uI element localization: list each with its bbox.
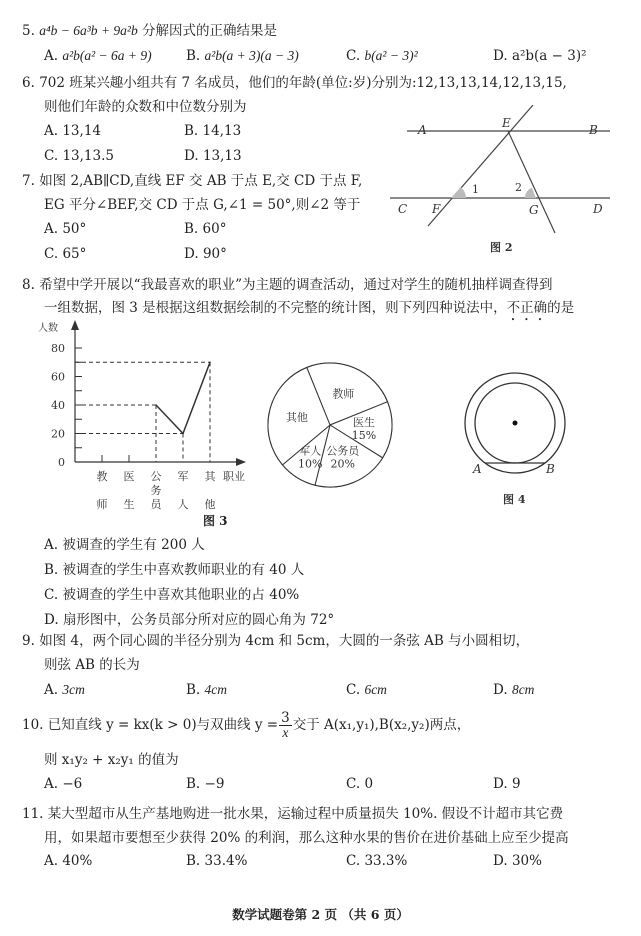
label-e: E	[502, 116, 511, 130]
x-tick-label: 教	[96, 470, 108, 483]
figure-3-pie-chart	[260, 355, 400, 495]
pie-slice-percent: 20%	[330, 457, 356, 471]
angle-1-label: 1	[472, 183, 479, 196]
figure-2-caption: 图 2	[490, 241, 513, 254]
figure-3-caption: 图 3	[203, 514, 228, 528]
figure-2	[380, 105, 641, 260]
q5-stem	[22, 22, 277, 40]
q6-line2: 则他们年龄的众数和中位数分别为	[44, 99, 247, 115]
pie-slice-label: 公务员	[326, 444, 360, 458]
label-f: F	[432, 202, 441, 216]
q11-option-c[interactable]: C. 33.3%	[346, 853, 408, 869]
x-tick-label: 军	[177, 470, 189, 483]
q11-line1: 11. 某大型超市从生产基地购进一批水果，运输过程中质量损失 10%. 假设不计超市其它费	[22, 806, 564, 822]
line-ef	[428, 105, 533, 226]
x-tick-label: 师	[96, 498, 108, 511]
q5-text: 分解因式的正确结果是	[142, 23, 277, 39]
q10-option-a[interactable]: A. −6	[44, 776, 83, 792]
q7-line1: 7. 如图 2,AB∥CD,直线 EF 交 AB 于点 E,交 CD 于点 F,	[22, 173, 363, 189]
pie-slice-label: 医生	[352, 415, 375, 429]
angle-2-label: 2	[515, 181, 522, 194]
x-tick-label: 人	[177, 498, 189, 511]
fraction-3-over-x: $\frac{3}{x}$	[281, 710, 290, 740]
y-tick-label: 20	[51, 427, 65, 441]
q5-option-d[interactable]: D. a²b(a − 3)²	[493, 48, 587, 64]
q8-line1: 8. 希望中学开展以“我最喜欢的职业”为主题的调查活动，通过对学生的随机抽样调查得到	[22, 277, 553, 293]
q5-math: a⁴b − 6a³b + 9a²b	[39, 23, 138, 38]
data-point	[182, 433, 184, 435]
q11-line2: 用，如果超市要想至少获得 20% 的利润，那么这种水果的售价在进价基础上应至少提高	[44, 830, 569, 846]
center-point	[513, 421, 518, 426]
data-point	[209, 361, 211, 363]
q6-option-d[interactable]: D. 13,13	[184, 148, 242, 164]
label-d: D	[593, 202, 603, 216]
pie-slice-percent: 15%	[351, 428, 377, 442]
data-line	[156, 362, 210, 433]
q11-option-a[interactable]: A. 40%	[44, 853, 93, 869]
q8-option-c[interactable]: C. 被调查的学生中喜欢其他职业的占 40%	[44, 587, 300, 603]
q7-option-c[interactable]: C. 65°	[44, 246, 87, 262]
y-axis-arrow-icon	[71, 320, 79, 330]
pie-slice-label: 教师	[332, 387, 355, 401]
data-point	[155, 404, 157, 406]
label-c: C	[398, 202, 408, 216]
q5-option-a[interactable]: A. a²b(a² − 6a + 9)	[44, 48, 152, 64]
q9-line1: 9. 如图 4，两个同心圆的半径分别为 4cm 和 5cm，大圆的一条弦 AB 与小圆相切，	[22, 633, 530, 649]
figure-4	[420, 340, 580, 520]
q10-option-d[interactable]: D. 9	[493, 776, 521, 792]
x-tick-label: 他	[204, 498, 216, 511]
q9-line2: 则弦 AB 的长为	[44, 657, 140, 673]
q8-option-d[interactable]: D. 扇形图中，公务员部分所对应的圆心角为 72°	[44, 612, 335, 628]
q7-option-a[interactable]: A. 50°	[44, 221, 87, 237]
x-tick-label: 公	[150, 470, 162, 483]
q8-option-b[interactable]: B. 被调查的学生中喜欢教师职业的有 40 人	[44, 562, 305, 578]
y-axis-label: 人数	[38, 323, 58, 334]
q5-option-b[interactable]: B. a²b(a + 3)(a − 3)	[186, 48, 299, 64]
x-tick-label: 员	[150, 498, 162, 511]
page-footer: 数学试题卷第 2 页 （共 6 页）	[232, 907, 409, 922]
label-b: B	[546, 462, 555, 476]
q7-line2: EG 平分∠BEF,交 CD 于点 G,∠1 = 50°,则∠2 等于	[44, 197, 361, 213]
x-tick-label: 务	[150, 484, 162, 497]
y-tick-label: 40	[51, 399, 65, 412]
q8-line2: 一组数据，图 3 是根据这组数据绘制的不完整的统计图，则下列四种说法中，不正确的是	[44, 300, 575, 316]
label-g: G	[529, 203, 539, 217]
figure-4-caption: 图 4	[503, 493, 526, 506]
pie-slice-label: 其他	[285, 410, 308, 424]
q10-option-c[interactable]: C. 0	[346, 776, 374, 792]
q9-option-d[interactable]: D. 8cm	[493, 682, 535, 698]
q10-option-b[interactable]: B. −9	[186, 776, 225, 792]
q9-option-a[interactable]: A. 3cm	[44, 682, 85, 698]
q5-option-c[interactable]: C. b(a² − 3)²	[346, 48, 418, 64]
label-a: A	[473, 462, 482, 476]
q6-option-b[interactable]: B. 14,13	[184, 123, 242, 139]
y-tick-label: 80	[51, 342, 65, 355]
q9-option-b[interactable]: B. 4cm	[186, 682, 228, 698]
x-tick-label: 医	[123, 470, 135, 483]
label-b: B	[589, 123, 598, 137]
q8-option-a[interactable]: A. 被调查的学生有 200 人	[44, 537, 205, 553]
x-axis-arrow-icon	[236, 458, 246, 466]
y-tick-label: 0	[58, 456, 65, 469]
q9-option-c[interactable]: C. 6cm	[346, 682, 387, 698]
q6-line1: 6. 702 班某兴趣小组共有 7 名成员，他们的年龄(单位:岁)分别为:12,13,13,14,12,13,15,	[22, 75, 567, 91]
q5-number: 5.	[22, 23, 35, 39]
q6-option-c[interactable]: C. 13,13.5	[44, 148, 114, 164]
x-axis-label: 职业	[223, 470, 245, 483]
q8-emphasis: 不正确	[506, 300, 548, 316]
figure-3-line-chart	[30, 318, 270, 533]
y-tick-label: 60	[51, 370, 65, 384]
label-a: A	[418, 123, 427, 137]
q11-option-b[interactable]: B. 33.4%	[186, 853, 248, 869]
pie-slice-label: 军人	[299, 444, 322, 458]
q10-line1: 10. 已知直线 y = kx(k > 0)与双曲线 y = $\frac{3}{x}$ 交于 A(x₁,y₁),B(x₂,y₂)两点，	[22, 710, 471, 740]
angle-1-mark	[451, 187, 466, 198]
q7-option-b[interactable]: B. 60°	[184, 221, 227, 237]
q7-option-d[interactable]: D. 90°	[184, 246, 227, 262]
q10-line2: 则 x₁y₂ + x₂y₁ 的值为	[44, 752, 179, 768]
pie-slice-percent: 10%	[298, 457, 323, 471]
x-tick-label: 生	[123, 498, 135, 511]
x-tick-label: 其	[204, 470, 216, 483]
q11-option-d[interactable]: D. 30%	[493, 853, 542, 869]
q6-option-a[interactable]: A. 13,14	[44, 123, 101, 139]
